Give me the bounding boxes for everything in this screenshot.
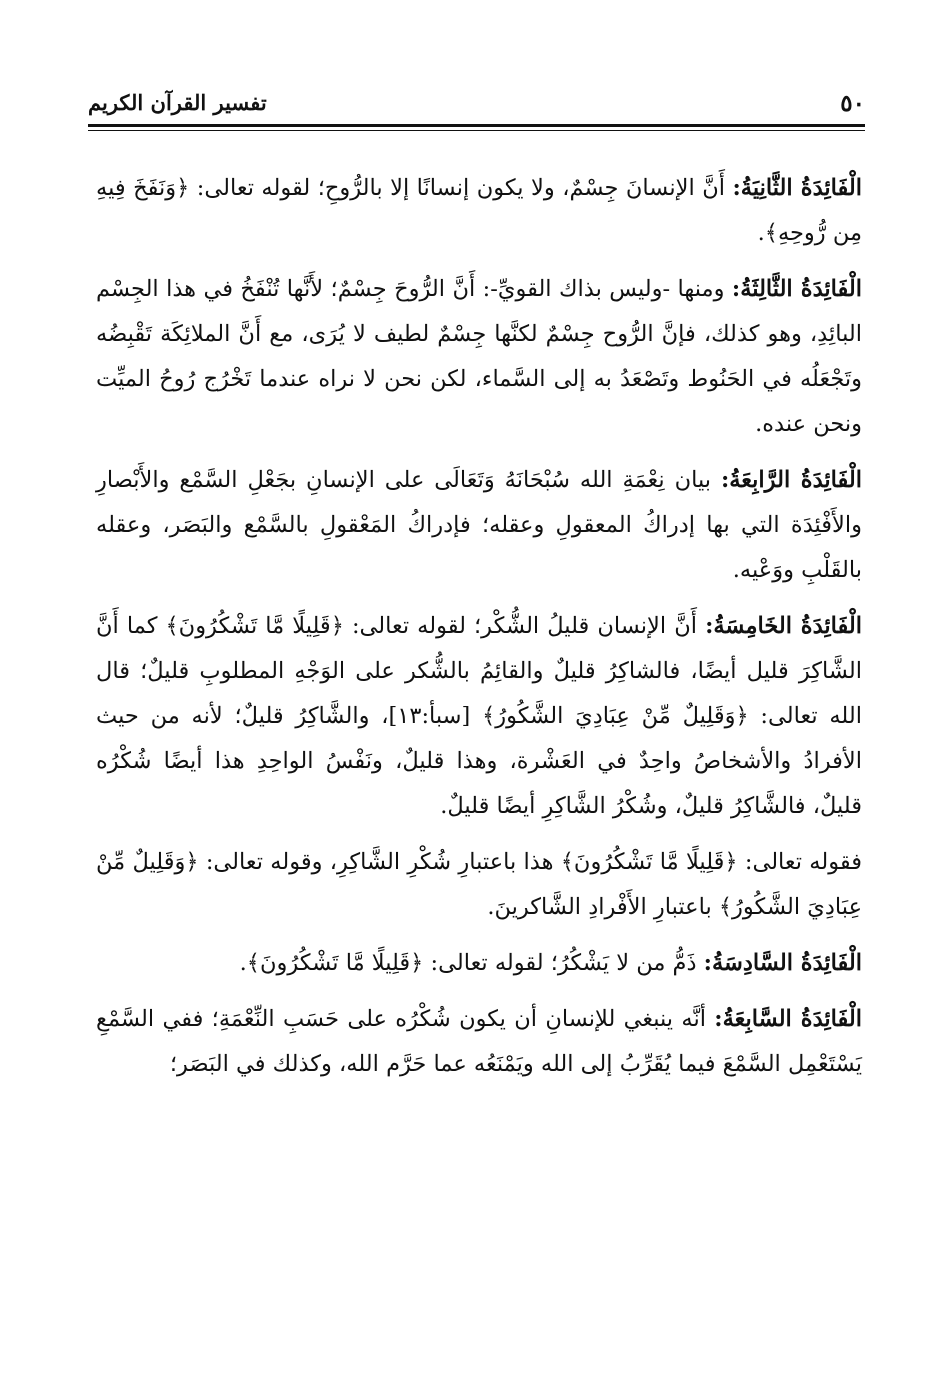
- page-header: [88, 86, 865, 120]
- paragraph-benefit-4: [96, 458, 862, 593]
- paragraph-benefit-2: [96, 166, 862, 256]
- benefit-heading: الْفَائِدَةُ الثَّالِثَةُ:: [731, 276, 862, 302]
- paragraph-text: ذَمُّ من لا يَشْكُرُ؛ لقوله تعالى: ﴿قَلِيلًا مَّا تَشْكُرُونَ﴾.: [239, 950, 704, 976]
- paragraph-benefit-5: [96, 604, 862, 829]
- benefit-heading: الْفَائِدَةُ الخَامِسَةُ:: [705, 613, 862, 639]
- running-title: تفسير القرآن الكريم: [88, 90, 267, 115]
- benefit-heading: الْفَائِدَةُ السَّادِسَةُ:: [703, 950, 862, 976]
- paragraph-benefit-6: [96, 941, 862, 986]
- benefit-heading: الْفَائِدَةُ الرَّابِعَةُ:: [720, 467, 863, 493]
- paragraph-text: بيان نِعْمَةِ الله سُبْحَانَهُ وَتَعَالَى على الإنسانِ بجَعْلِ السَّمْع والأَبْصارِ والأَفْئِدَة التي بها إدراكُ المعقولِ وعقله؛ فإدراكُ المَعْقولِ بالسَّمْع والبَصَر، وعقله بالقَلْبِ ووَعْيه.: [96, 467, 862, 583]
- benefit-heading: الْفَائِدَةُ الثَّانِيَةُ:: [732, 175, 862, 201]
- paragraph-text: أَنَّ الإنسان قليلُ الشُّكْر؛ لقوله تعالى: ﴿قَلِيلًا مَّا تَشْكُرُونَ﴾ كما أَنَّ الشَّاكِرَ قليل أيضًا، فالشاكِرُ قليلٌ والقائِمُ بالشُّكر على الوَجْهِ المطلوبِ قليلٌ؛ قال الله تعالى: ﴿وَقَلِيلٌ مِّنْ عِبَادِيَ الشَّكُورُ﴾ [سبأ:١٣]، والشَّاكِرُ قليلٌ؛ لأنه من حيث الأفرادُ والأشخاصُ واحِدٌ في العَشْرة، وهذا قليلٌ، ونَفْسُ الواحِدِ هذا أيضًا شُكْرُه قليلٌ، فالشَّاكِرُ قليلٌ، وشُكْرُ الشَّاكِرِ أيضًا قليلٌ.: [96, 613, 862, 819]
- paragraph-text: ومنها -وليس بذاك القويِّ-: أَنَّ الرُّوحَ جِسْمٌ؛ لأَنَّها تُنْفَخُ في هذا الجِسْم البائِدِ، وهو كذلك، فإنَّ الرُّوح جِسْمٌ لكنَّها جِسْمٌ لطيف لا يُرَى، مع أَنَّ الملائِكَة تَقْبِضُه وتَجْعَلُه في الحَنُوط وتَصْعَدُ به إلى السَّماء، لكن نحن لا نراه عندما تَخْرُج رُوحُ الميِّت ونحن عنده.: [96, 276, 862, 437]
- paragraph-text: أَنَّ الإنسانَ جِسْمٌ، ولا يكون إنسانًا إلا بالرُّوحِ؛ لقوله تعالى: ﴿وَنَفَخَ فِيهِ مِن رُّوحِهِ﴾.: [96, 175, 862, 246]
- benefit-heading: الْفَائِدَةُ السَّابِعَةُ:: [714, 1006, 862, 1032]
- paragraph-text: فقوله تعالى: ﴿قَلِيلًا مَّا تَشْكُرُونَ﴾ هذا باعتبارِ شُكْرِ الشَّاكِرِ، وقوله تعالى: ﴿وَقَلِيلٌ مِّنْ عِبَادِيَ الشَّكُورُ﴾ باعتبارِ الأَفْرادِ الشَّاكرينَ.: [96, 849, 862, 920]
- paragraph-text: أنَّه ينبغي للإنسانِ أن يكون شُكْرُه على حَسَبِ النِّعْمَةِ؛ ففي السَّمْعِ يَسْتَعْمِل السَّمْعَ فيما يُقَرِّبُ إلى الله ويَمْنَعُه عما حَرَّم الله، وكذلك في البَصَر؛: [96, 1006, 862, 1077]
- paragraph-explanation: [96, 840, 862, 930]
- header-rule: [88, 124, 865, 131]
- page-number: ٥٠: [840, 90, 865, 117]
- paragraph-benefit-3: [96, 267, 862, 447]
- page-body: [96, 166, 862, 1098]
- paragraph-benefit-7: [96, 997, 862, 1087]
